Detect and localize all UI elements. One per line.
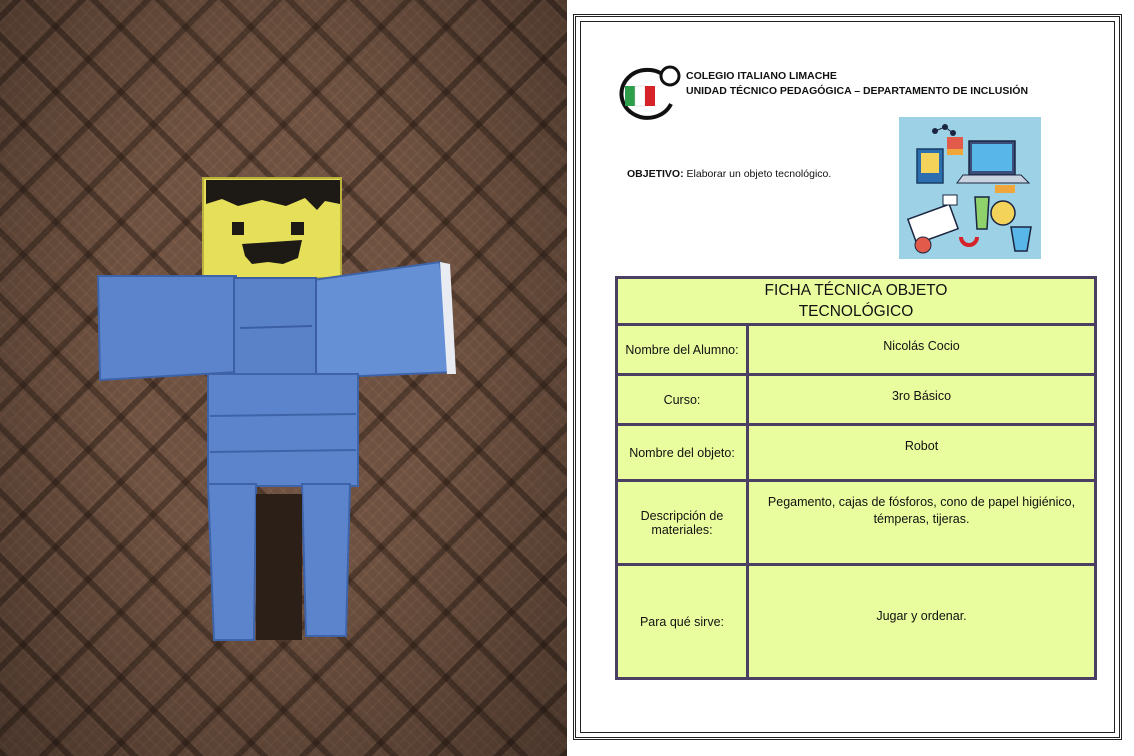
objective-label: OBJETIVO: <box>627 168 684 180</box>
science-technology-illustration <box>899 117 1041 259</box>
robot-left-leg <box>208 484 256 640</box>
panel-divider <box>567 0 571 756</box>
row-label-object-name: Nombre del objeto: <box>617 425 748 481</box>
robot-hips <box>208 374 358 486</box>
row-label-student: Nombre del Alumno: <box>617 325 748 375</box>
sheet-title-line1: FICHA TÉCNICA OBJETO <box>764 282 948 299</box>
row-value-materials: Pegamento, cajas de fósforos, cono de papel higiénico, témperas, tijeras. <box>748 481 1096 565</box>
robot-right-leg <box>302 484 350 636</box>
row-value-purpose: Jugar y ordenar. <box>748 565 1096 679</box>
robot-leg-gap <box>256 494 302 640</box>
row-value-object-name: Robot <box>748 425 1096 481</box>
table-row <box>617 425 1096 481</box>
row-label-materials: Descripción de materiales: <box>617 481 748 565</box>
sheet-title-row <box>617 278 1096 325</box>
table-row <box>617 325 1096 375</box>
document-page <box>573 14 1122 740</box>
row-label-course: Curso: <box>617 375 748 425</box>
robot-right-arm <box>313 262 454 378</box>
robot-left-arm <box>98 276 238 380</box>
sheet-title <box>617 278 1096 325</box>
school-header <box>686 69 1028 99</box>
objective-text: Elaborar un objeto tecnológico. <box>686 168 832 180</box>
school-name: COLEGIO ITALIANO LIMACHE <box>686 70 837 82</box>
row-value-student: Nicolás Cocio <box>748 325 1096 375</box>
table-row <box>617 565 1096 679</box>
robot-left-eye <box>232 222 244 235</box>
robot-right-eye <box>291 222 304 235</box>
sheet-title-line2: TECNOLÓGICO <box>798 303 914 320</box>
table-row <box>617 481 1096 565</box>
document-inner-border <box>580 21 1115 733</box>
row-value-course: 3ro Básico <box>748 375 1096 425</box>
school-logo-icon <box>611 64 681 120</box>
objective-line <box>627 168 831 180</box>
technical-sheet-table <box>615 276 1097 680</box>
row-label-purpose: Para qué sirve: <box>617 565 748 679</box>
table-row <box>617 375 1096 425</box>
department-name: UNIDAD TÉCNICO PEDAGÓGICA – DEPARTAMENTO DE INCLUSIÓN <box>686 85 1029 97</box>
